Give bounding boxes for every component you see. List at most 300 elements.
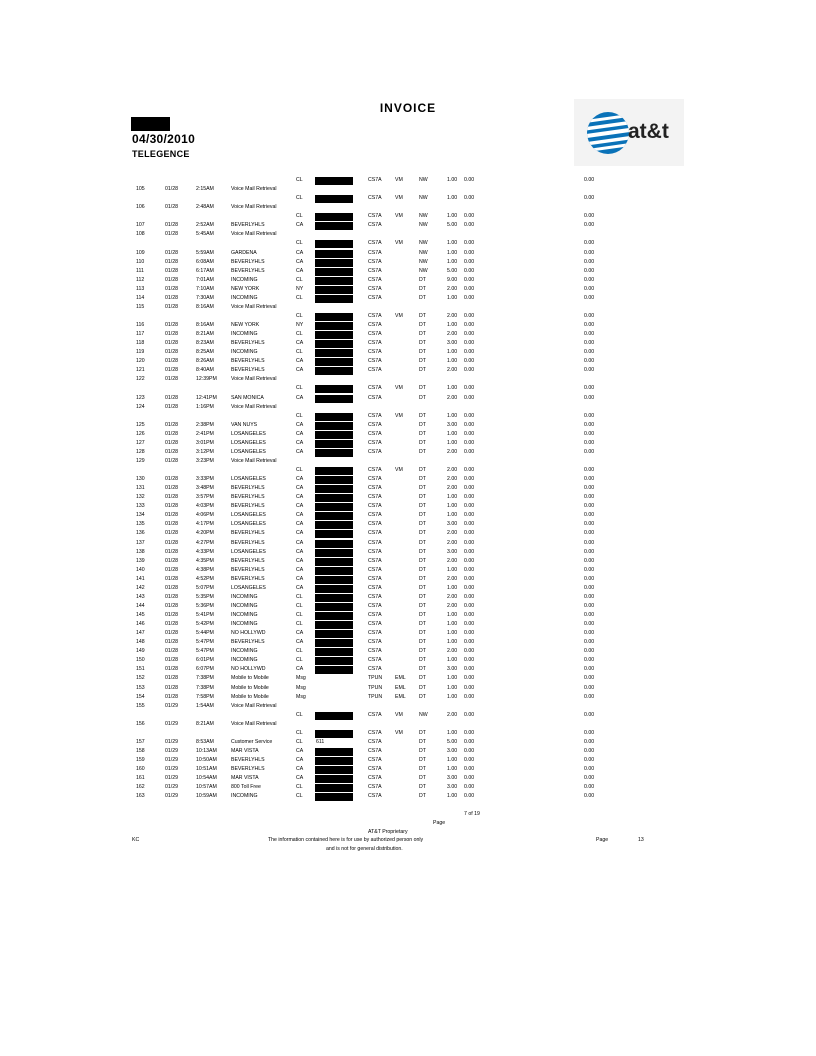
cell-total: 0.00 — [584, 584, 595, 591]
cell-num: 140 — [136, 566, 145, 573]
cell-total: 0.00 — [584, 757, 595, 763]
cell-date: 01/28 — [165, 358, 178, 365]
cell-num: 121 — [136, 367, 145, 374]
cell-state: CL — [296, 312, 303, 319]
cell-num: 151 — [136, 666, 145, 673]
cell-state: CL — [296, 612, 303, 618]
cell-state: CA — [296, 575, 304, 582]
redacted-number — [315, 195, 353, 203]
table-row — [0, 448, 816, 457]
cell-code: CS7A — [368, 621, 382, 628]
cell-place: VAN NUYS — [231, 421, 258, 428]
cell-place: BEVERLYHLS — [231, 539, 265, 546]
cell-min: 1.00 — [447, 684, 458, 691]
cell-state: CA — [296, 222, 304, 229]
cell-place: INCOMING — [231, 349, 258, 356]
cell-min: 2.00 — [447, 394, 458, 401]
cell-time: 10:57AM — [196, 784, 217, 791]
table-row — [0, 711, 816, 720]
cell-state: CA — [296, 548, 304, 555]
cell-amt: 0.00 — [464, 684, 475, 691]
cell-type: DT — [419, 612, 426, 618]
cell-state: NY — [296, 322, 304, 328]
cell-vm: VM — [395, 385, 403, 392]
cell-state: CA — [296, 766, 304, 773]
cell-date: 01/28 — [165, 639, 178, 646]
cell-time: 5:07PM — [196, 584, 214, 591]
redacted-number — [315, 240, 353, 248]
cell-time: 12:39PM — [196, 376, 217, 383]
cell-vm: VM — [395, 312, 403, 319]
redacted-number — [315, 712, 353, 720]
cell-place: INCOMING — [231, 593, 258, 600]
cell-amt: 0.00 — [464, 784, 475, 791]
cell-amt: 0.00 — [464, 267, 475, 274]
cell-time: 12:41PM — [196, 394, 217, 401]
cell-total: 0.00 — [584, 421, 595, 428]
redacted-number — [315, 666, 353, 674]
cell-amt: 0.00 — [464, 322, 475, 328]
cell-amt: 0.00 — [464, 738, 475, 745]
cell-total: 0.00 — [584, 195, 595, 202]
cell-time: 8:16AM — [196, 322, 214, 328]
cell-type: DT — [419, 521, 426, 528]
cell-amt: 0.00 — [464, 494, 475, 501]
cell-vm: VM — [395, 177, 403, 183]
table-row — [0, 602, 816, 611]
table-row — [0, 239, 816, 248]
cell-code: CS7A — [368, 512, 382, 519]
redacted-number — [315, 730, 353, 738]
cell-state: CA — [296, 630, 304, 637]
cell-code: CS7A — [368, 385, 382, 392]
cell-place: Voice Mail Retrieval — [231, 376, 277, 383]
table-row — [0, 792, 816, 801]
globe-icon — [584, 109, 632, 157]
cell-state: Msg — [296, 684, 306, 691]
table-row — [0, 203, 816, 212]
cell-min: 1.00 — [447, 729, 458, 736]
cell-num: 145 — [136, 612, 145, 618]
cell-num: 138 — [136, 548, 145, 555]
redacted-number — [315, 784, 353, 792]
cell-time: 1:16PM — [196, 403, 214, 410]
cell-amt: 0.00 — [464, 548, 475, 555]
cell-total: 0.00 — [584, 512, 595, 519]
cell-code: CS7A — [368, 258, 382, 265]
cell-amt: 0.00 — [464, 448, 475, 455]
cell-time: 4:03PM — [196, 503, 214, 510]
cell-state: NY — [296, 285, 304, 292]
redacted-number — [315, 449, 353, 457]
cell-date: 01/28 — [165, 186, 178, 193]
cell-total: 0.00 — [584, 494, 595, 501]
cell-min: 2.00 — [447, 367, 458, 374]
cell-state: CL — [296, 195, 303, 202]
cell-code: CS7A — [368, 394, 382, 401]
cell-total: 0.00 — [584, 485, 595, 492]
cell-code: CS7A — [368, 657, 382, 664]
cell-num: 106 — [136, 204, 145, 211]
cell-type: NW — [419, 267, 428, 274]
cell-place: NO HOLLYWD — [231, 630, 266, 637]
cell-min: 1.00 — [447, 213, 458, 220]
cell-type: DT — [419, 584, 426, 591]
cell-place: BEVERLYHLS — [231, 267, 265, 274]
cell-place: INCOMING — [231, 602, 258, 609]
cell-num: 112 — [136, 276, 145, 283]
cell-min: 3.00 — [447, 666, 458, 673]
cell-state: CA — [296, 666, 304, 673]
cell-min: 1.00 — [447, 512, 458, 519]
cell-num: 116 — [136, 322, 145, 328]
cell-total: 0.00 — [584, 349, 595, 356]
cell-min: 1.00 — [447, 757, 458, 763]
cell-place: BEVERLYHLS — [231, 485, 265, 492]
cell-place: INCOMING — [231, 793, 258, 800]
table-row — [0, 674, 816, 683]
table-row — [0, 774, 816, 783]
cell-min: 1.00 — [447, 385, 458, 392]
cell-code: CS7A — [368, 294, 382, 301]
cell-num: 126 — [136, 430, 145, 437]
cell-code: CS7A — [368, 358, 382, 365]
cell-num: 156 — [136, 720, 145, 727]
table-row — [0, 285, 816, 294]
cell-time: 8:21AM — [196, 720, 214, 727]
cell-time: 3:48PM — [196, 485, 214, 492]
cell-total: 0.00 — [584, 476, 595, 483]
cell-min: 1.00 — [447, 430, 458, 437]
cell-code: CS7A — [368, 747, 382, 754]
cell-time: 4:17PM — [196, 521, 214, 528]
table-row — [0, 421, 816, 430]
cell-state: CA — [296, 485, 304, 492]
cell-state: CA — [296, 503, 304, 510]
cell-amt: 0.00 — [464, 711, 475, 718]
cell-type: DT — [419, 630, 426, 637]
cell-num: 107 — [136, 222, 145, 229]
cell-total: 0.00 — [584, 448, 595, 455]
cell-type: DT — [419, 666, 426, 673]
cell-total: 0.00 — [584, 294, 595, 301]
redacted-number — [315, 558, 353, 566]
cell-amt: 0.00 — [464, 584, 475, 591]
cell-total: 0.00 — [584, 593, 595, 600]
cell-total: 0.00 — [584, 367, 595, 374]
cell-time: 10:59AM — [196, 793, 217, 800]
cell-code: CS7A — [368, 738, 382, 745]
cell-date: 01/28 — [165, 322, 178, 328]
cell-min: 9.00 — [447, 276, 458, 283]
cell-state: CA — [296, 639, 304, 646]
cell-type: DT — [419, 312, 426, 319]
cell-num: 115 — [136, 303, 145, 310]
cell-amt: 0.00 — [464, 312, 475, 319]
cell-total: 0.00 — [584, 711, 595, 718]
table-row — [0, 566, 816, 575]
cell-date: 01/28 — [165, 566, 178, 573]
cell-state: CL — [296, 602, 303, 609]
cell-date: 01/28 — [165, 331, 178, 338]
cell-code: CS7A — [368, 439, 382, 446]
cell-state: CL — [296, 331, 303, 338]
cell-min: 1.00 — [447, 240, 458, 247]
cell-date: 01/28 — [165, 648, 178, 655]
cell-type: NW — [419, 177, 428, 183]
cell-type: DT — [419, 394, 426, 401]
cell-place: Voice Mail Retrieval — [231, 702, 277, 709]
cell-type: DT — [419, 575, 426, 582]
cell-type: DT — [419, 503, 426, 510]
cell-date: 01/29 — [165, 784, 178, 791]
cell-code: CS7A — [368, 639, 382, 646]
cell-time: 5:35PM — [196, 593, 214, 600]
cell-min: 3.00 — [447, 747, 458, 754]
cell-place: BEVERLYHLS — [231, 503, 265, 510]
cell-place: BEVERLYHLS — [231, 757, 265, 763]
cell-code: CS7A — [368, 340, 382, 347]
cell-num: 117 — [136, 331, 145, 338]
cell-code: CS7A — [368, 593, 382, 600]
cell-state: CL — [296, 711, 303, 718]
cell-num: 158 — [136, 747, 145, 754]
cell-total: 0.00 — [584, 258, 595, 265]
cell-min: 5.00 — [447, 267, 458, 274]
cell-total: 0.00 — [584, 648, 595, 655]
cell-min: 1.00 — [447, 612, 458, 618]
cell-place: INCOMING — [231, 657, 258, 664]
cell-place: Voice Mail Retrieval — [231, 303, 277, 310]
cell-place: NEW YORK — [231, 285, 260, 292]
cell-date: 01/28 — [165, 430, 178, 437]
cell-total: 0.00 — [584, 430, 595, 437]
cell-state: CL — [296, 784, 303, 791]
redacted-number — [315, 295, 353, 303]
cell-amt: 0.00 — [464, 285, 475, 292]
cell-code: CS7A — [368, 793, 382, 800]
cell-num: 153 — [136, 684, 145, 691]
cell-total: 0.00 — [584, 312, 595, 319]
cell-state: CA — [296, 584, 304, 591]
cell-min: 1.00 — [447, 358, 458, 365]
cell-state: CA — [296, 249, 304, 256]
cell-min: 1.00 — [447, 439, 458, 446]
cell-amt: 0.00 — [464, 331, 475, 338]
cell-total: 0.00 — [584, 530, 595, 537]
cell-total: 0.00 — [584, 675, 595, 682]
cell-num: 123 — [136, 394, 145, 401]
cell-type: DT — [419, 602, 426, 609]
cell-code: CS7A — [368, 539, 382, 546]
cell-num: 149 — [136, 648, 145, 655]
cell-type: DT — [419, 285, 426, 292]
cell-min: 1.00 — [447, 322, 458, 328]
cell-amt: 0.00 — [464, 666, 475, 673]
cell-min: 2.00 — [447, 575, 458, 582]
cell-code: CS7A — [368, 521, 382, 528]
cell-code: CS7A — [368, 711, 382, 718]
cell-type: DT — [419, 367, 426, 374]
cell-time: 6:01PM — [196, 657, 214, 664]
cell-time: 4:27PM — [196, 539, 214, 546]
cell-place: BEVERLYHLS — [231, 557, 265, 564]
cell-type: DT — [419, 439, 426, 446]
cell-code: CS7A — [368, 485, 382, 492]
cell-vm: VM — [395, 412, 403, 419]
cell-type: DT — [419, 421, 426, 428]
cell-num: 155 — [136, 702, 145, 709]
cell-date: 01/28 — [165, 521, 178, 528]
cell-code: CS7A — [368, 349, 382, 356]
cell-code: CS7A — [368, 612, 382, 618]
cell-place: BEVERLYHLS — [231, 258, 265, 265]
cell-state: CA — [296, 448, 304, 455]
cell-min: 1.00 — [447, 584, 458, 591]
table-row — [0, 684, 816, 693]
cell-total: 0.00 — [584, 612, 595, 618]
cell-amt: 0.00 — [464, 639, 475, 646]
cell-total: 0.00 — [584, 602, 595, 609]
cell-num: 122 — [136, 376, 145, 383]
cell-time: 3:33PM — [196, 476, 214, 483]
cell-place: BEVERLYHLS — [231, 639, 265, 646]
cell-code: CS7A — [368, 530, 382, 537]
cell-place: NO HOLLYWD — [231, 666, 266, 673]
cell-code: CS7A — [368, 249, 382, 256]
cell-amt: 0.00 — [464, 675, 475, 682]
table-row — [0, 584, 816, 593]
cell-num: 108 — [136, 231, 145, 238]
cell-num: 127 — [136, 439, 145, 446]
cell-type: DT — [419, 548, 426, 555]
cell-time: 8:26AM — [196, 358, 214, 365]
redacted-number — [315, 594, 353, 602]
cell-state: CA — [296, 439, 304, 446]
cell-amt: 0.00 — [464, 340, 475, 347]
cell-total: 0.00 — [584, 412, 595, 419]
cell-state: CA — [296, 757, 304, 763]
cell-time: 3:23PM — [196, 457, 214, 464]
cell-time: 4:35PM — [196, 557, 214, 564]
cell-code: CS7A — [368, 412, 382, 419]
table-row — [0, 611, 816, 620]
cell-total: 0.00 — [584, 385, 595, 392]
cell-min: 2.00 — [447, 476, 458, 483]
cell-amt: 0.00 — [464, 503, 475, 510]
cell-min: 5.00 — [447, 222, 458, 229]
table-row — [0, 303, 816, 312]
cell-amt: 0.00 — [464, 539, 475, 546]
cell-amt: 0.00 — [464, 557, 475, 564]
cell-total: 0.00 — [584, 439, 595, 446]
table-row — [0, 366, 816, 375]
cell-date: 01/28 — [165, 204, 178, 211]
notice-line-1: The information contained here is for use by authorized person only — [268, 837, 424, 843]
cell-code: CS7A — [368, 584, 382, 591]
table-row — [0, 720, 816, 729]
cell-date: 01/28 — [165, 494, 178, 501]
cell-time: 2:52AM — [196, 222, 214, 229]
cell-num: 120 — [136, 358, 145, 365]
page-of-count: 7 of 19 — [464, 811, 480, 817]
cell-vm: EML — [395, 693, 406, 700]
table-row — [0, 412, 816, 421]
cell-date: 01/29 — [165, 747, 178, 754]
table-row — [0, 439, 816, 448]
cell-type: NW — [419, 195, 428, 202]
call-detail-table — [0, 176, 816, 801]
cell-code: CS7A — [368, 448, 382, 455]
cell-code: TPUN — [368, 675, 383, 682]
redacted-number — [315, 567, 353, 575]
cell-min: 1.00 — [447, 503, 458, 510]
cell-amt: 0.00 — [464, 485, 475, 492]
cell-total: 0.00 — [584, 684, 595, 691]
cell-type: DT — [419, 485, 426, 492]
cell-place: Voice Mail Retrieval — [231, 403, 277, 410]
cell-place: BEVERLYHLS — [231, 494, 265, 501]
cell-amt: 0.00 — [464, 439, 475, 446]
cell-type: DT — [419, 775, 426, 782]
cell-amt: 0.00 — [464, 530, 475, 537]
cell-amt: 0.00 — [464, 657, 475, 664]
redacted-number — [315, 367, 353, 375]
cell-date: 01/28 — [165, 376, 178, 383]
cell-time: 5:42PM — [196, 621, 214, 628]
page-word: Page — [433, 820, 446, 826]
cell-num: 137 — [136, 539, 145, 546]
cell-min: 2.00 — [447, 331, 458, 338]
cell-date: 01/28 — [165, 503, 178, 510]
cell-state: Msg — [296, 693, 306, 700]
table-row — [0, 230, 816, 239]
cell-time: 4:38PM — [196, 566, 214, 573]
cell-type: DT — [419, 648, 426, 655]
redacted-number — [315, 422, 353, 430]
cell-date: 01/28 — [165, 349, 178, 356]
cell-min: 3.00 — [447, 775, 458, 782]
cell-code: CS7A — [368, 775, 382, 782]
cell-total: 0.00 — [584, 766, 595, 773]
cell-state: CL — [296, 412, 303, 419]
cell-type: NW — [419, 258, 428, 265]
cell-place: Customer Service — [231, 738, 273, 745]
cell-state: CA — [296, 747, 304, 754]
proprietary-label: AT&T Proprietary — [368, 829, 408, 835]
cell-amt: 0.00 — [464, 367, 475, 374]
cell-total: 0.00 — [584, 557, 595, 564]
cell-time: 8:53AM — [196, 738, 214, 745]
cell-min: 3.00 — [447, 521, 458, 528]
cell-amt: 0.00 — [464, 648, 475, 655]
table-row — [0, 529, 816, 538]
cell-state: CA — [296, 566, 304, 573]
table-row — [0, 267, 816, 276]
table-row — [0, 593, 816, 602]
cell-type: DT — [419, 448, 426, 455]
cell-total: 0.00 — [584, 222, 595, 229]
cell-time: 6:07PM — [196, 666, 214, 673]
redacted-number — [315, 286, 353, 294]
cell-type: DT — [419, 621, 426, 628]
cell-type: DT — [419, 476, 426, 483]
cell-total: 0.00 — [584, 177, 595, 183]
redacted-number — [315, 476, 353, 484]
cell-code: TPUN — [368, 693, 383, 700]
cell-place: NEW YORK — [231, 322, 260, 328]
cell-type: DT — [419, 294, 426, 301]
